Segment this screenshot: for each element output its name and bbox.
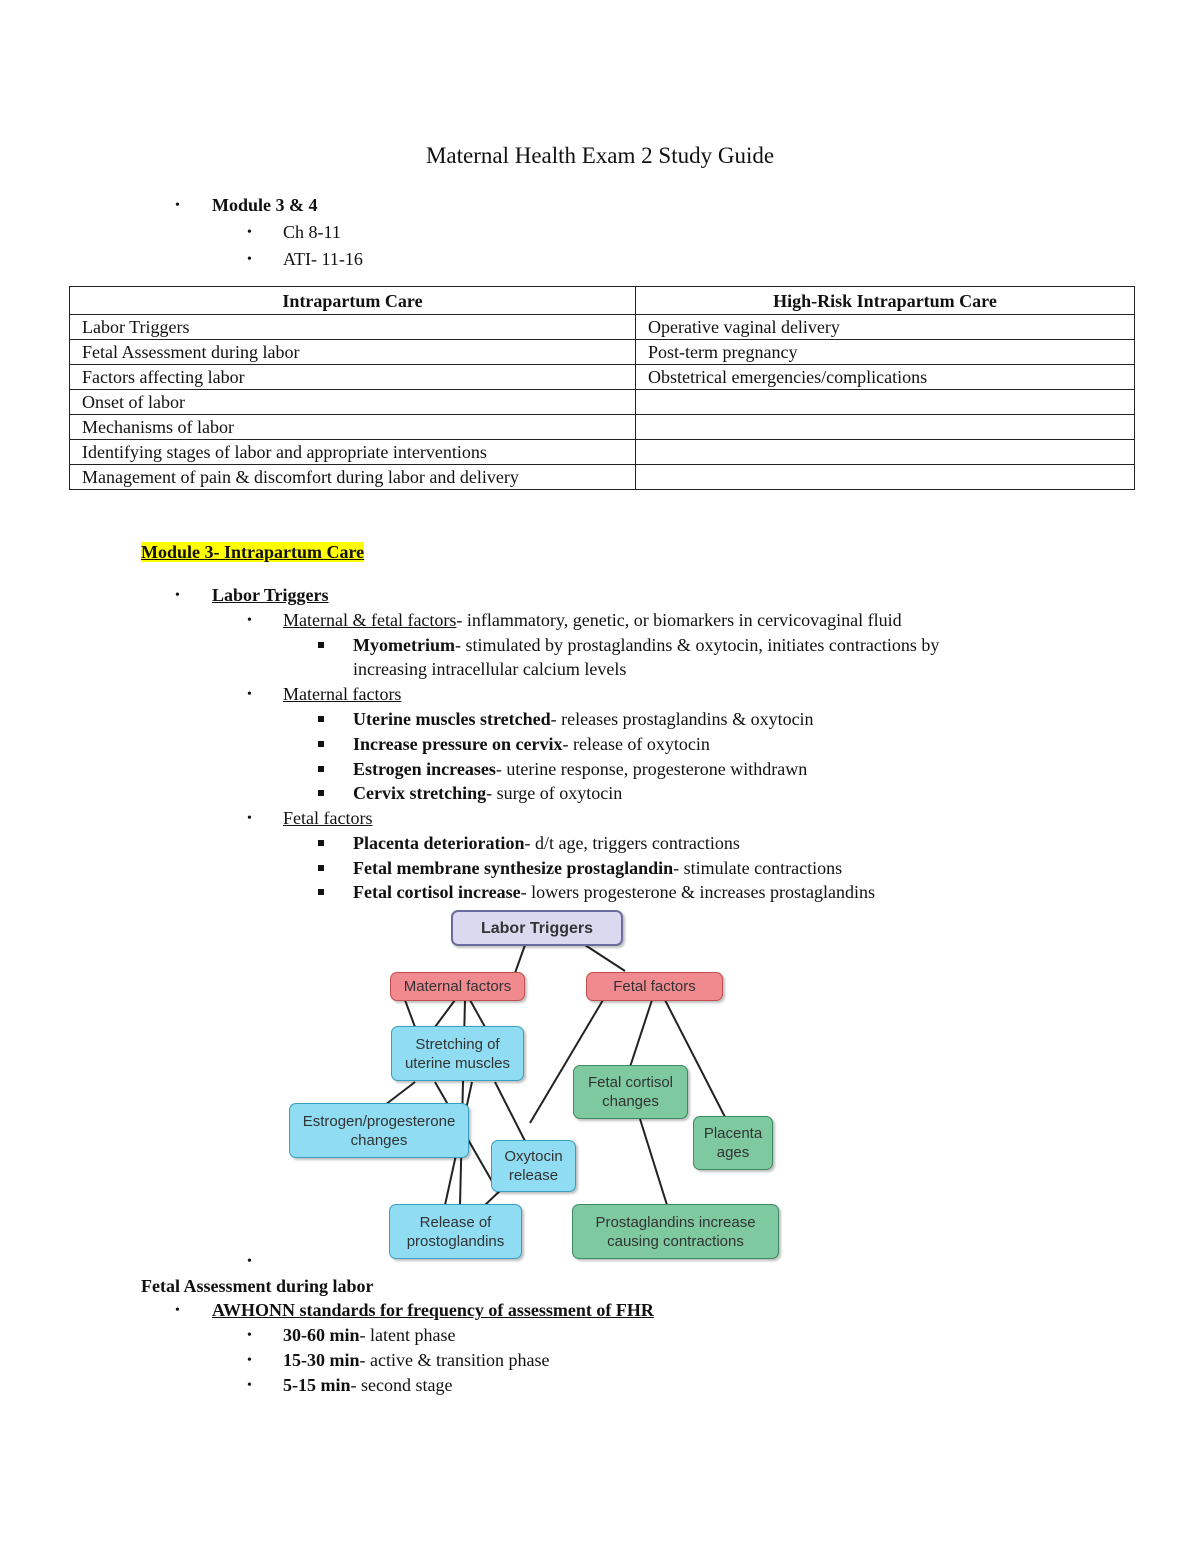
square-bullet-icon (318, 790, 324, 796)
table-cell: Labor Triggers (70, 315, 636, 340)
diagram-node-prostaglandins: Prostaglandins increase causing contractions (572, 1204, 779, 1259)
awhonn-heading-text: AWHONN standards for frequency of assessment of FHR (212, 1300, 654, 1320)
list-item-bold: Uterine muscles stretched (353, 709, 551, 729)
bullet-icon: • (247, 225, 252, 240)
table-row (70, 340, 1135, 365)
connector-line (640, 1119, 667, 1205)
diagram-node-root: Labor Triggers (451, 910, 623, 946)
square-bullet-icon (318, 766, 324, 772)
list-item (353, 781, 622, 805)
table-cell: Fetal Assessment during labor (70, 340, 636, 365)
square-bullet-icon (318, 716, 324, 722)
table-cell: Operative vaginal delivery (636, 315, 1135, 340)
myometrium-item (353, 633, 939, 657)
bullet-icon: • (247, 1378, 252, 1393)
list-item-text: - second stage (350, 1375, 453, 1395)
table-cell: Factors affecting labor (70, 365, 636, 390)
intro-item: ATI- 11-16 (283, 249, 363, 269)
bullet-icon: • (175, 588, 180, 603)
page-title: Maternal Health Exam 2 Study Guide (425, 143, 775, 168)
table-header: Intrapartum Care (70, 287, 636, 315)
list-item-text: - stimulate contractions (673, 858, 843, 878)
diagram-node-cortisol: Fetal cortisol changes (573, 1065, 688, 1119)
table-cell (636, 440, 1135, 465)
square-bullet-icon (318, 840, 324, 846)
awhonn-heading (212, 1298, 654, 1322)
bullet-icon: • (247, 1353, 252, 1368)
topics-table (69, 286, 1135, 490)
connector-line (385, 1082, 415, 1105)
list-item-bold: Cervix stretching (353, 783, 487, 803)
list-item-text: - uterine response, progesterone withdrawn (495, 759, 808, 779)
list-item-bold: Fetal membrane synthesize prostaglandin (353, 858, 674, 878)
labor-triggers-heading (212, 583, 329, 607)
list-item-text: - lowers progesterone & increases prostaglandins (520, 882, 876, 902)
connector-line (405, 1000, 415, 1027)
labor-triggers-diagram (285, 905, 785, 1265)
list-item (353, 831, 740, 855)
maternal-fetal-factors-text: - inflammatory, genetic, or biomarkers in cervicovaginal fluid (456, 610, 902, 630)
list-item-text: - release of oxytocin (562, 734, 710, 754)
fetal-assessment-heading: Fetal Assessment during labor (141, 1276, 374, 1296)
list-item-text: - active & transition phase (359, 1350, 550, 1370)
maternal-factors-title: Maternal factors (283, 684, 402, 704)
list-item (353, 856, 842, 880)
bullet-icon: • (247, 252, 252, 267)
diagram-node-oxytocin: Oxytocin release (491, 1140, 576, 1192)
list-item-bold: Fetal cortisol increase (353, 882, 521, 902)
list-item-text: - latent phase (359, 1325, 456, 1345)
connector-line (470, 1000, 485, 1027)
list-item-bold: 15-30 min (283, 1350, 360, 1370)
table-cell (636, 415, 1135, 440)
square-bullet-icon (318, 865, 324, 871)
maternal-factors-heading (283, 682, 401, 706)
maternal-fetal-factors-title: Maternal & fetal factors (283, 610, 457, 630)
square-bullet-icon (318, 741, 324, 747)
square-bullet-icon (318, 889, 324, 895)
list-item (353, 757, 807, 781)
list-item (353, 880, 875, 904)
maternal-fetal-factors (283, 608, 902, 632)
myometrium-text: - stimulated by prostaglandins & oxytocin, initiates contractions by (454, 635, 940, 655)
diagram-node-release: Release of prostoglandins (389, 1204, 522, 1259)
fetal-factors-title: Fetal factors (283, 808, 373, 828)
diagram-node-estrogen: Estrogen/progesterone changes (289, 1103, 469, 1158)
bullet-icon: • (247, 687, 252, 702)
list-item (353, 707, 814, 731)
list-item (283, 1373, 452, 1397)
myometrium-title: Myometrium (353, 635, 455, 655)
table-row (70, 415, 1135, 440)
list-item-text: - d/t age, triggers contractions (524, 833, 740, 853)
module3-heading-text: Module 3- Intrapartum Care (141, 542, 365, 562)
table-cell: Management of pain & discomfort during labor and delivery (70, 465, 636, 490)
list-item-text: - releases prostaglandins & oxytocin (550, 709, 814, 729)
connector-line (435, 1000, 455, 1027)
table-cell: Obstetrical emergencies/complications (636, 365, 1135, 390)
table-header-row (70, 287, 1135, 315)
bullet-icon: • (247, 811, 252, 826)
table-cell (636, 390, 1135, 415)
table-row (70, 465, 1135, 490)
bullet-icon: • (247, 1328, 252, 1343)
module3-heading (141, 540, 364, 564)
list-item-bold: 30-60 min (283, 1325, 360, 1345)
intro-module: Module 3 & 4 (212, 195, 318, 215)
table-row (70, 365, 1135, 390)
list-item-bold: Estrogen increases (353, 759, 496, 779)
diagram-node-placenta: Placenta ages (693, 1116, 773, 1170)
table-header: High-Risk Intrapartum Care (636, 287, 1135, 315)
intro-item: Ch 8-11 (283, 222, 341, 242)
bullet-icon: • (175, 198, 180, 213)
table-cell: Mechanisms of labor (70, 415, 636, 440)
connector-line (515, 945, 525, 973)
square-bullet-icon (318, 642, 324, 648)
list-item-text: - surge of oxytocin (486, 783, 623, 803)
diagram-node-maternal: Maternal factors (390, 972, 525, 1001)
table-cell: Onset of labor (70, 390, 636, 415)
myometrium-text-cont: increasing intracellular calcium levels (353, 659, 627, 679)
labor-triggers-heading-text: Labor Triggers (212, 585, 329, 605)
table-cell: Identifying stages of labor and appropriate interventions (70, 440, 636, 465)
fetal-factors-heading (283, 806, 372, 830)
list-item (283, 1348, 549, 1372)
table-row (70, 315, 1135, 340)
diagram-node-stretching: Stretching of uterine muscles (391, 1026, 524, 1081)
list-item-bold: Increase pressure on cervix (353, 734, 563, 754)
table-cell: Post-term pregnancy (636, 340, 1135, 365)
table-row (70, 440, 1135, 465)
list-item-bold: Placenta deterioration (353, 833, 525, 853)
connector-line (585, 945, 625, 971)
table-cell (636, 465, 1135, 490)
connector-line (495, 1082, 525, 1141)
table-row (70, 390, 1135, 415)
diagram-node-fetal: Fetal factors (586, 972, 723, 1001)
bullet-icon: • (175, 1303, 180, 1318)
list-item (283, 1323, 455, 1347)
connector-line (630, 1000, 652, 1067)
bullet-icon: • (247, 613, 252, 628)
list-item (353, 732, 710, 756)
bullet-icon: • (247, 1254, 252, 1269)
list-item-bold: 5-15 min (283, 1375, 351, 1395)
